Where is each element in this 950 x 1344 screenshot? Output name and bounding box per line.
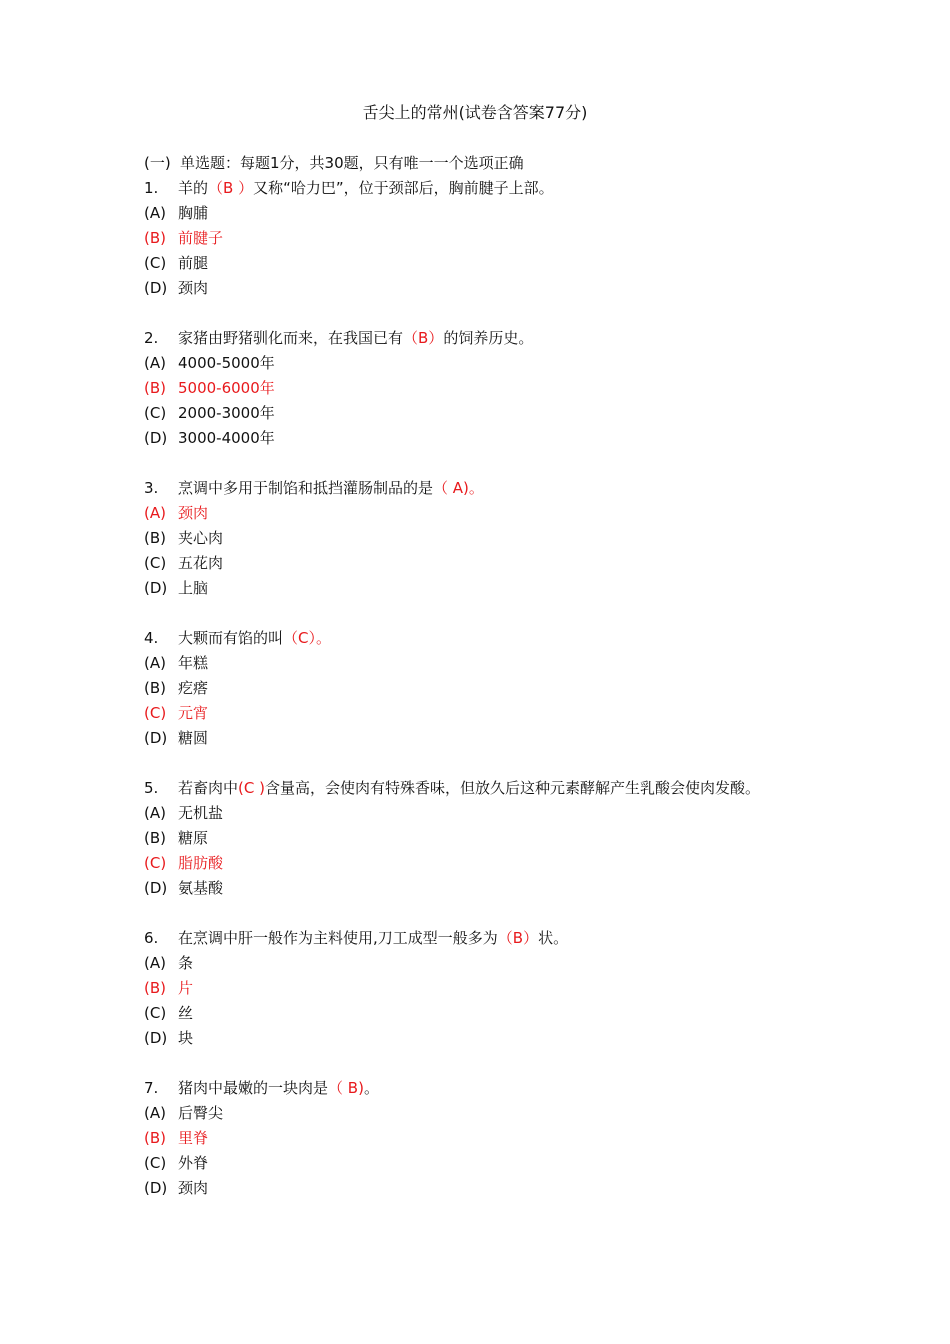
option-c	[144, 1001, 824, 1026]
stem-text-before: 家猪由野猪驯化而来，在我国已有	[178, 329, 404, 347]
answer-mark: （C）。	[283, 629, 331, 647]
option-c	[144, 251, 824, 276]
option-label: (D)	[144, 879, 168, 897]
stem-text-before: 猪肉中最嫩的一块肉是	[178, 1079, 329, 1097]
option-label: (A)	[144, 204, 166, 222]
question-number: 7.	[144, 1079, 159, 1097]
option-label: (A)	[144, 504, 166, 522]
option-text: 糖圆	[178, 729, 209, 747]
option-label: (B)	[144, 529, 166, 547]
question-number: 2.	[144, 329, 159, 347]
option-d	[144, 1176, 824, 1201]
option-label: (C)	[144, 554, 167, 572]
question-4	[144, 626, 824, 751]
option-label: (B)	[144, 829, 166, 847]
option-text: 条	[178, 954, 194, 972]
option-c-correct	[144, 701, 824, 726]
option-label: (C)	[144, 1004, 167, 1022]
section-header	[144, 151, 824, 176]
option-text: 外脊	[178, 1154, 209, 1172]
stem-text-before: 大颗而有馅的叫	[178, 629, 284, 647]
answer-mark: （ A)。	[433, 479, 484, 497]
question-number: 4.	[144, 629, 159, 647]
question-number: 6.	[144, 929, 159, 947]
answer-mark: （B ）	[208, 179, 254, 197]
option-text: 里脊	[178, 1129, 209, 1147]
question-6	[144, 926, 824, 1051]
option-label: (C)	[144, 404, 167, 422]
question-stem	[144, 326, 824, 351]
option-b-correct	[144, 976, 824, 1001]
option-a-correct	[144, 501, 824, 526]
document-title: 舌尖上的常州(试卷含答案77分)	[362, 103, 588, 122]
option-label: (C)	[144, 254, 167, 272]
option-label: (A)	[144, 354, 166, 372]
stem-text-after: 含量高，会使肉有特殊香味，但放久后这种元素酵解产生乳酸会使肉发酸。	[264, 779, 760, 797]
option-label: (A)	[144, 804, 166, 822]
answer-mark: （B）	[403, 329, 444, 347]
option-label: (D)	[144, 429, 168, 447]
stem-text-after: 。	[363, 1079, 379, 1097]
option-b-correct	[144, 376, 824, 401]
option-text: 糖原	[178, 829, 209, 847]
option-label: (C)	[144, 1154, 167, 1172]
option-text: 无机盐	[178, 804, 224, 822]
option-b-correct	[144, 226, 824, 251]
option-text: 元宵	[178, 704, 209, 722]
option-text: 前腱子	[178, 229, 224, 247]
stem-text-after: 的饲养历史。	[443, 329, 534, 347]
option-c	[144, 551, 824, 576]
option-text: 块	[178, 1029, 194, 1047]
option-label: (A)	[144, 654, 166, 672]
question-2	[144, 326, 824, 451]
option-text: 上脑	[178, 579, 209, 597]
option-b	[144, 526, 824, 551]
option-text: 脂肪酸	[178, 854, 224, 872]
option-d	[144, 276, 824, 301]
question-number: 5.	[144, 779, 159, 797]
option-text: 五花肉	[178, 554, 224, 572]
option-label: (D)	[144, 1179, 168, 1197]
option-b	[144, 826, 824, 851]
option-text: 丝	[178, 1004, 194, 1022]
option-d	[144, 876, 824, 901]
option-a	[144, 651, 824, 676]
option-text: 3000-4000年	[178, 429, 275, 447]
option-text: 年糕	[178, 654, 209, 672]
option-label: (C)	[144, 704, 167, 722]
question-3	[144, 476, 824, 601]
option-label: (C)	[144, 854, 167, 872]
stem-text-before: 若畜肉中	[178, 779, 239, 797]
option-text: 胸脯	[178, 204, 209, 222]
question-number: 3.	[144, 479, 159, 497]
question-stem	[144, 626, 824, 651]
option-text: 夹心肉	[178, 529, 224, 547]
option-label: (A)	[144, 1104, 166, 1122]
question-stem	[144, 476, 824, 501]
question-number: 1.	[144, 179, 159, 197]
option-text: 2000-3000年	[178, 404, 275, 422]
option-d	[144, 726, 824, 751]
option-label: (B)	[144, 979, 166, 997]
answer-mark: (C )	[238, 779, 265, 797]
option-d	[144, 426, 824, 451]
option-text: 5000-6000年	[178, 379, 275, 397]
option-label: (D)	[144, 729, 168, 747]
stem-text-before: 在烹调中肝一般作为主料使用,刀工成型一般多为	[178, 929, 498, 947]
stem-text-before: 羊的	[178, 179, 209, 197]
option-label: (A)	[144, 954, 166, 972]
option-b-correct	[144, 1126, 824, 1151]
option-label: (D)	[144, 279, 168, 297]
option-a	[144, 201, 824, 226]
option-label: (B)	[144, 1129, 166, 1147]
option-c	[144, 401, 824, 426]
question-stem	[144, 1076, 824, 1101]
answer-mark: （ B)	[328, 1079, 364, 1097]
section-text: 单选题：每题1分，共30题，只有唯一一个选项正确	[180, 154, 524, 172]
option-text: 前腿	[178, 254, 209, 272]
option-a	[144, 951, 824, 976]
option-text: 片	[178, 979, 194, 997]
option-a	[144, 801, 824, 826]
option-text: 氨基酸	[178, 879, 224, 897]
option-text: 颈肉	[178, 504, 209, 522]
option-text: 疙瘩	[178, 679, 209, 697]
question-7	[144, 1076, 824, 1201]
option-label: (B)	[144, 679, 166, 697]
option-a	[144, 1101, 824, 1126]
option-d	[144, 1026, 824, 1051]
option-text: 4000-5000年	[178, 354, 275, 372]
option-c	[144, 1151, 824, 1176]
stem-text-before: 烹调中多用于制馅和抵挡灌肠制品的是	[178, 479, 434, 497]
question-stem	[144, 776, 824, 801]
question-5	[144, 776, 824, 901]
question-stem	[144, 926, 824, 951]
option-label: (D)	[144, 579, 168, 597]
option-label: (B)	[144, 379, 166, 397]
question-stem	[144, 176, 824, 201]
option-label: (D)	[144, 1029, 168, 1047]
option-a	[144, 351, 824, 376]
question-1	[144, 176, 824, 301]
question-list	[144, 151, 824, 1201]
option-text: 后臀尖	[178, 1104, 224, 1122]
option-c-correct	[144, 851, 824, 876]
stem-text-after: 又称“哈力巴”，位于颈部后，胸前腱子上部。	[253, 179, 554, 197]
option-b	[144, 676, 824, 701]
option-d	[144, 576, 824, 601]
option-label: (B)	[144, 229, 166, 247]
option-text: 颈肉	[178, 279, 209, 297]
stem-text-after: 状。	[538, 929, 569, 947]
answer-mark: （B）	[497, 929, 539, 947]
section-label: (一)	[144, 154, 171, 172]
option-text: 颈肉	[178, 1179, 209, 1197]
